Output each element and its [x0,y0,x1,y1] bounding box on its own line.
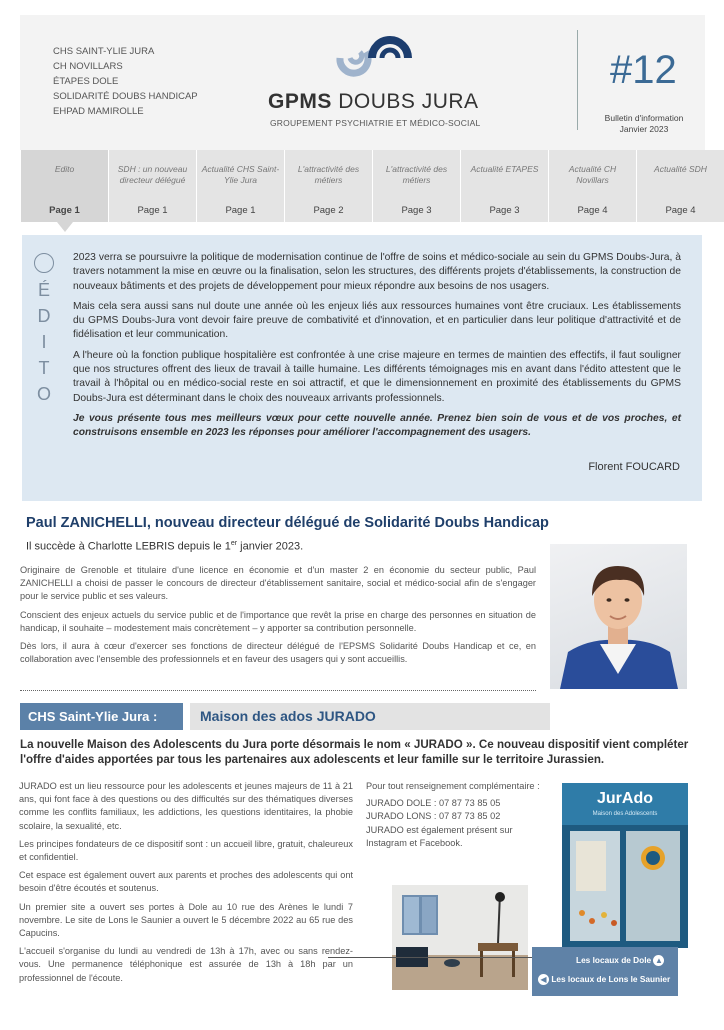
tab-page: Page 3 [489,205,520,216]
tab-title: Edito [54,164,75,174]
edito-letter: D [37,306,51,326]
lead-text-end: janvier 2023. [237,540,304,553]
brand-title [268,90,479,114]
contact-intro: Pour tout renseignement complémentaire : [366,781,540,791]
establishment-item: ÉTAPES DOLE [53,76,119,87]
edito-vertical-label [30,253,58,407]
portrait-illustration [550,544,687,689]
arrow-up-icon: ▲ [655,956,663,966]
tab-chs-news[interactable] [196,150,284,222]
edito-paragraph: A l'heure où la fonction publique hospitalière est confrontée à une crise majeure en termes de maintien des effectifs, il faut souligner que nos structures offrent des lieux de travail à taille humaine. Les différents témoignages mis en avant dans l'édito attestent que le travail à l'hôpital ou en médico-social reste en soi attractif, et que le dimensionnement en proximité des établissements du GPMS Doubs-Jura est déterminant dans le choix des nouveaux arrivants professionnels. [73,349,681,404]
dotted-divider [20,690,536,691]
tab-title: Actualité ETAPES [470,164,539,174]
edito-letter: I [41,332,47,352]
storefront-subtitle: Maison des Adolescents [592,811,658,817]
tab-etapes[interactable] [460,150,548,222]
section-lead: La nouvelle Maison des Adolescents du Jura porte désormais le nom « JURADO ». Ce nouveau dispositif vient compléter l'offre d'aides apportées par tous les partenaires aux adolescents et leur famille sur le territoire Jurassien. [20,738,689,766]
tab-page: Page 1 [225,205,256,216]
edito-letter: É [37,280,50,300]
phone-lons: JURADO LONS : 07 87 73 85 02 [366,811,501,822]
edito-letter: O [36,384,51,404]
storefront-sign: JurAdo [597,790,653,807]
section-paragraph: Un premier site a ouvert ses portes à Dole au 10 rue des Arènes le lundi 7 novembre. Le site de Lons le Saunier a ouvert le 5 décembre 2022 au 65 rue des Capucins. [19,901,353,939]
tab-page: Page 4 [665,205,696,216]
article-title: Paul ZANICHELLI, nouveau directeur délégué de Solidarité Doubs Handicap [26,515,549,531]
lead-text: Il succède à Charlotte LEBRIS depuis le 1 [26,540,231,553]
tab-page: Page 1 [49,205,80,216]
table-of-contents [20,150,724,222]
article-paragraph: Dès lors, il aura à cœur d'exercer ses fonctions de directeur délégué de l'EPSMS Solidarité Doubs Handicap et ce, en collaboration avec l'ensemble des professionnels et en faveur des usagers qui y sont accueillis. [20,641,536,665]
tab-sdh-director[interactable] [108,150,196,222]
edito-signature: Florent FOUCARD [588,461,680,473]
caption-lons-text: Les locaux de Lons le Saunier [551,974,671,984]
caption-dole-text: Les locaux de Dole [576,955,652,965]
edito-body [73,251,681,447]
section-paragraph: Cet espace est également ouvert aux parents et proches des adolescents qui ont besoin d'être écoutés et soutenus. [19,870,353,894]
interior-photo [392,885,528,990]
article-body [20,564,536,671]
tab-page: Page 1 [137,205,168,216]
edito-paragraph: 2023 verra se poursuivre la politique de modernisation continue de l'offre de soins et médico-sociale au sein du GPMS Doubs-Jura, à travers notamment la mise en œuvre ou la finalisation, selon les structures, des différents projets d'établissements, la construction de nouveaux bâtiments et des projets de développement pour mieux répondre aux besoins de nos usagers. [73,252,681,292]
contact-info [366,780,553,850]
article-lead [26,540,303,553]
tab-page: Page 4 [577,205,608,216]
tab-page: Page 3 [401,205,432,216]
interior-illustration [392,885,528,990]
section-body [19,780,353,990]
section-paragraph: L'accueil s'organise du lundi au vendredi de 13h à 17h, avec ou sans rendez-vous. Une permanence téléphonique est assurée de 13h à 18h par un professionnel de l'écoute. [19,946,353,983]
tab-title: L'attractivité des métiers [385,164,448,185]
tab-title: Actualité CHS Saint-Ylie Jura [201,164,280,185]
tab-title: Actualité CH Novillars [568,164,617,185]
tab-sdh[interactable] [636,150,724,222]
tab-edito[interactable] [20,150,108,222]
tab-title: L'attractivité des métiers [297,164,360,185]
brand-bold: GPMS [268,90,332,113]
photo-caption [532,947,678,996]
establishment-item: CH NOVILLARS [53,61,123,72]
tab-title: SDH : un nouveau directeur délégué [117,164,188,185]
section-paragraph: Les principes fondateurs de ce dispositif sont : un accueil libre, gratuit, chaleureux et confidentiel. [19,838,353,863]
edito-letter: T [38,358,50,378]
lead-sup: er [230,540,238,547]
tab-attractivite-1[interactable] [284,150,372,222]
article-paragraph: Conscient des enjeux actuels du service public et de l'importance que revêt la prise en charge des personnes en situation de handicap, il souhaite – modestement mais concrètement – y apporter sa contribution personnelle. [20,609,536,633]
bulletin-label: Bulletin d'information [604,113,684,123]
circle-icon [34,253,54,273]
tab-attractivite-2[interactable] [372,150,460,222]
tab-page: Page 2 [313,205,344,216]
arrow-left-icon: ◀ [538,974,549,985]
establishment-item: CHS SAINT-YLIE JURA [53,46,155,57]
establishment-item: EHPAD MAMIROLLE [53,106,144,117]
brand-subtitle: GROUPEMENT PSYCHIATRIE ET MÉDICO-SOCIAL [270,118,481,128]
issue-number: #12 [610,48,677,92]
tab-title: Actualité SDH [654,164,707,174]
storefront-photo [562,783,688,948]
caption-pointer-line [328,957,538,958]
edito-paragraph: Mais cela sera aussi sans nul doute une année où les enjeux liés aux ressources humaines vont être cruciaux. Les établissements du GPMS Doubs-Jura vont devoir faire preuve de combativité et d'innovation, et en particulier dans leur politique d'attractivité et de fidélisation et leur communication. [73,300,681,341]
edito-wishes: Je vous présente tous mes meilleurs vœux pour cette nouvelle année. Prenez bien soin de vous et de vos proches, et construisons ensemble en 2023 les réponses pour améliorer l'accompagnement des usagers. [73,412,681,439]
gpms-logo-icon [326,30,416,80]
caption-dole [576,955,664,966]
brand-rest: DOUBS JURA [338,90,479,113]
establishment-list [53,44,198,119]
article-paragraph: Originaire de Grenoble et titulaire d'une licence en économie et d'un master 2 en économie du secteur public, Paul ZANICHELLI a choisi de passer le concours de directeur d'établissement sanitaire, social et médico-social afin de s'engager pour le service public et ses valeurs. [20,565,536,602]
section-heading: Maison des ados JURADO [190,703,550,730]
director-portrait [550,544,687,689]
active-tab-pointer [57,222,73,232]
establishment-item: SOLIDARITÉ DOUBS HANDICAP [53,91,198,102]
bulletin-date: Janvier 2023 [619,124,669,134]
section-paragraph: JURADO est un lieu ressource pour les adolescents et jeunes majeurs de 11 à 21 ans, qui font face à des questions ou des difficultés sur des thématiques diverses comme les conflits familiaux, les addictions, les questions identitaires, la phobie scolaire, la sexualité, etc. [19,781,353,831]
phone-dole: JURADO DOLE : 07 87 73 85 05 [366,798,501,809]
tab-novillars[interactable] [548,150,636,222]
storefront-illustration [562,783,688,948]
caption-lons [538,974,670,985]
header-divider [577,30,578,130]
social-info: JURADO est également présent sur Instagram et Facebook. [366,824,513,848]
bulletin-info [594,113,694,135]
section-badge: CHS Saint-Ylie Jura : [20,703,183,730]
